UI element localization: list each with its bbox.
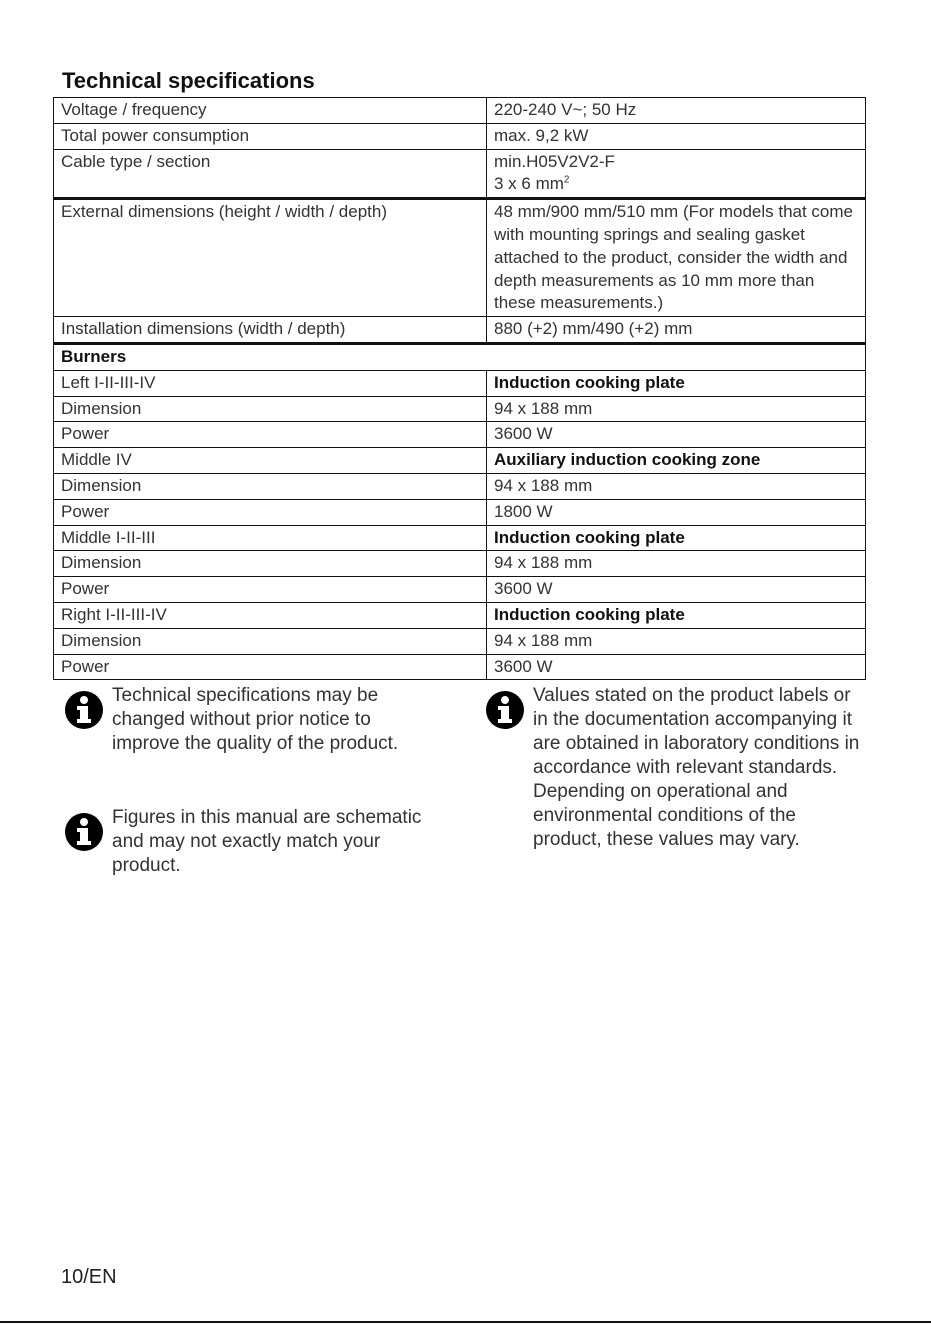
- table-row: [54, 317, 866, 344]
- page-bottom-divider: [0, 1321, 931, 1323]
- spec-value: 3600 W: [487, 654, 866, 680]
- burners-heading: Burners: [54, 343, 866, 370]
- spec-value: 1800 W: [487, 499, 866, 525]
- burner-name: Middle I-II-III: [54, 525, 487, 551]
- table-row: [54, 448, 866, 474]
- spec-value: 220-240 V~; 50 Hz: [487, 98, 866, 124]
- spec-value: max. 9,2 kW: [487, 123, 866, 149]
- table-row: [54, 199, 866, 317]
- table-row: [54, 654, 866, 680]
- table-row: [54, 370, 866, 396]
- cable-section-exponent: 2: [563, 174, 570, 186]
- table-section-header: [54, 343, 866, 370]
- specifications-table: [53, 97, 866, 680]
- burner-name: Middle IV: [54, 448, 487, 474]
- info-icon: [64, 812, 104, 852]
- spec-label: Dimension: [54, 473, 487, 499]
- spec-value: 880 (+2) mm/490 (+2) mm: [487, 317, 866, 344]
- note-text: Figures in this manual are schematic and may not exactly match your product.: [112, 807, 422, 876]
- spec-value: 3600 W: [487, 577, 866, 603]
- table-row: [54, 98, 866, 124]
- burner-type: Induction cooking plate: [487, 602, 866, 628]
- table-row: [54, 577, 866, 603]
- spec-value: 94 x 188 mm: [487, 396, 866, 422]
- spec-value: 48 mm/900 mm/510 mm (For models that come with mounting springs and sealing gasket attached to the product, consider the width and depth measurements as 10 mm more than these measurements.): [487, 199, 866, 317]
- table-row: [54, 602, 866, 628]
- spec-label: Power: [54, 422, 487, 448]
- page-title: Technical specifications: [62, 68, 315, 93]
- table-row: [54, 149, 866, 199]
- burner-type: Induction cooking plate: [487, 525, 866, 551]
- spec-label: Total power consumption: [54, 123, 487, 149]
- cable-section: 3 x 6 mm: [494, 174, 564, 194]
- burner-name: Left I-II-III-IV: [54, 370, 487, 396]
- info-icon: [485, 690, 525, 730]
- spec-label: Voltage / frequency: [54, 98, 487, 124]
- spec-value: 94 x 188 mm: [487, 628, 866, 654]
- table-row: [54, 123, 866, 149]
- spec-value: 94 x 188 mm: [487, 473, 866, 499]
- spec-value: 3600 W: [487, 422, 866, 448]
- spec-label: Cable type / section: [54, 149, 487, 199]
- burner-type: Induction cooking plate: [487, 370, 866, 396]
- info-note: [64, 684, 434, 756]
- spec-label: Power: [54, 577, 487, 603]
- spec-value: [487, 149, 866, 199]
- table-row: [54, 396, 866, 422]
- spec-label: Power: [54, 499, 487, 525]
- spec-label: Dimension: [54, 551, 487, 577]
- table-row: [54, 422, 866, 448]
- spec-label: Dimension: [54, 396, 487, 422]
- cable-type: min.H05V2V2-F: [494, 151, 615, 171]
- page-number: 10/EN: [61, 1266, 117, 1288]
- spec-label: Dimension: [54, 628, 487, 654]
- table-row: [54, 499, 866, 525]
- spec-label: Installation dimensions (width / depth): [54, 317, 487, 344]
- spec-value: 94 x 188 mm: [487, 551, 866, 577]
- table-row: [54, 628, 866, 654]
- spec-label: Power: [54, 654, 487, 680]
- table-row: [54, 551, 866, 577]
- note-text: Technical specifications may be changed without prior notice to improve the quality of the product.: [112, 685, 399, 754]
- info-note: [64, 806, 454, 878]
- burner-name: Right I-II-III-IV: [54, 602, 487, 628]
- burner-type: Auxiliary induction cooking zone: [487, 448, 866, 474]
- info-icon: [64, 690, 104, 730]
- table-row: [54, 525, 866, 551]
- info-note: [485, 684, 865, 852]
- table-row: [54, 473, 866, 499]
- note-text: Values stated on the product labels or in the documentation accompanying it are obtained in laboratory conditions in accordance with relevant standards. Depending on operational and environmental conditions of the product, these values may vary.: [533, 685, 860, 850]
- spec-label: External dimensions (height / width / depth): [54, 199, 487, 317]
